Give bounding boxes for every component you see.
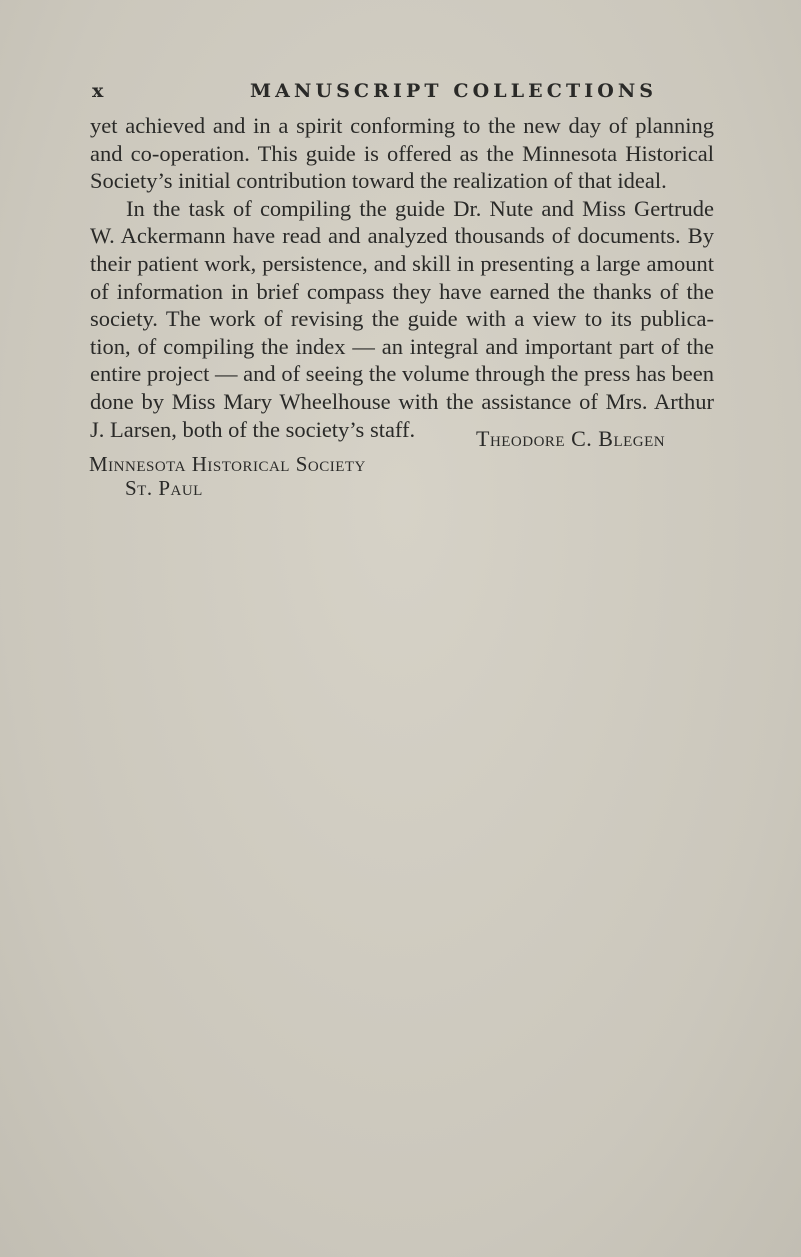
text-line: tion, of compiling the index — an integral and important part of the [90,333,714,359]
text-line: In the task of compiling the guide Dr. Nute and Miss Gertrude [126,195,714,221]
signature: Theodore C. Blegen [476,426,666,451]
paragraph-2 [90,195,714,443]
body-text [90,112,714,443]
text-line: W. Ackermann have read and analyzed thousands of documents. By [90,223,714,249]
text-line: and co-operation. This guide is offered as the Minnesota Historical [90,140,714,166]
affiliation [89,452,366,500]
text-line: J. Larsen, both of the society’s staff. [90,416,416,442]
text-line: done by Miss Mary Wheelhouse with the assistance of Mrs. Arthur [90,388,714,414]
text-line: entire project — and of seeing the volume through the press has been [90,361,714,387]
place-name: St. Paul [125,476,203,500]
text-line: of information in brief compass they have earned the thanks of the [90,278,714,304]
text-line: society. The work of revising the guide with a view to its publica- [90,306,714,332]
paragraph-1 [90,112,714,195]
running-head-title: MANUSCRIPT COLLECTIONS [250,80,658,102]
text-line: Society’s initial contribution toward the realization of that ideal. [90,168,667,194]
text-line: their patient work, persistence, and skill in presenting a large amount [90,250,714,276]
page-number: x [92,80,105,102]
running-head [92,80,712,106]
text-line: yet achieved and in a spirit conforming to the new day of planning [90,113,714,138]
organization-name: Minnesota Historical Society [89,452,366,476]
